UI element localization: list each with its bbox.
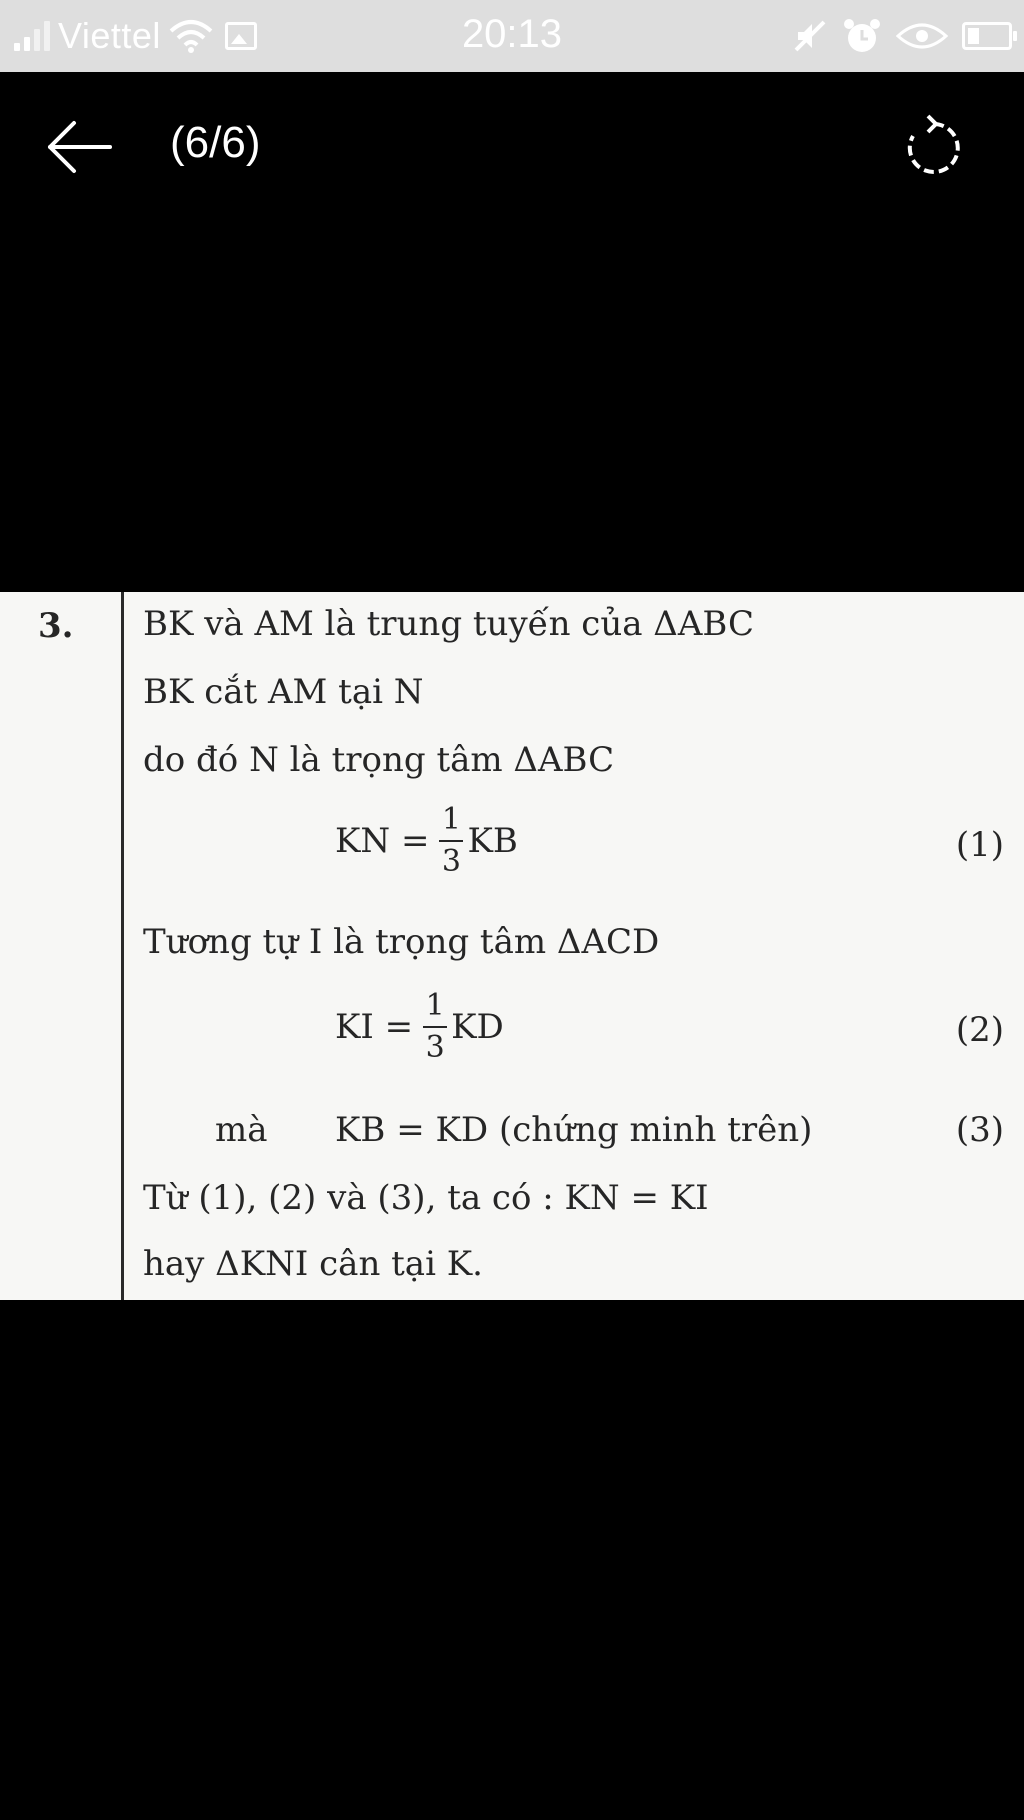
eq1-denominator: 3 [441, 844, 461, 879]
eq1-fraction [439, 802, 463, 880]
page-counter: (6/6) [170, 118, 261, 167]
rotate-button[interactable] [894, 108, 974, 188]
rotate-icon [910, 116, 958, 172]
status-time: 20:13 [461, 12, 563, 56]
column-divider [121, 592, 124, 1300]
doc-line-5: Từ (1), (2) và (3), ta có : KN = KI [143, 1178, 709, 1218]
eq1-numerator: 1 [441, 802, 461, 837]
doc-line-1: BK và AM là trung tuyến của ΔABC [143, 604, 755, 644]
eq2-right: KD [451, 1007, 504, 1047]
carrier-name: Viettel [58, 15, 161, 56]
alarm-icon [842, 16, 882, 56]
mute-icon [792, 18, 828, 54]
eq1-left: KN = [335, 821, 430, 861]
equation-1 [335, 802, 518, 880]
back-button[interactable] [40, 112, 120, 182]
doc-line-6: hay ΔKNI cân tại K. [143, 1244, 483, 1284]
eq2-fraction [423, 988, 447, 1066]
app-bar [0, 72, 1024, 222]
eye-protection-icon [896, 20, 948, 52]
eq2-numerator: 1 [425, 988, 445, 1023]
eq1-tag: (1) [955, 825, 1004, 865]
eq3-tag: (3) [955, 1110, 1004, 1150]
eq3-prefix: mà [215, 1110, 268, 1150]
doc-line-3: do đó N là trọng tâm ΔABC [143, 740, 615, 780]
eq2-left: KI = [335, 1007, 414, 1047]
problem-number: 3. [38, 606, 74, 646]
status-bar [0, 0, 1024, 72]
back-arrow-icon [50, 123, 110, 171]
eq1-right: KB [467, 821, 518, 861]
doc-line-4: Tương tự I là trọng tâm ΔACD [143, 922, 660, 962]
document-image [0, 592, 1024, 1300]
battery-icon [962, 22, 1012, 50]
doc-line-2: BK cắt AM tại N [143, 672, 424, 712]
eq2-denominator: 3 [425, 1030, 445, 1065]
equation-2 [335, 988, 504, 1066]
equation-3: KB = KD (chứng minh trên) [335, 1110, 813, 1150]
status-right [792, 14, 1012, 58]
eq2-tag: (2) [955, 1010, 1004, 1050]
